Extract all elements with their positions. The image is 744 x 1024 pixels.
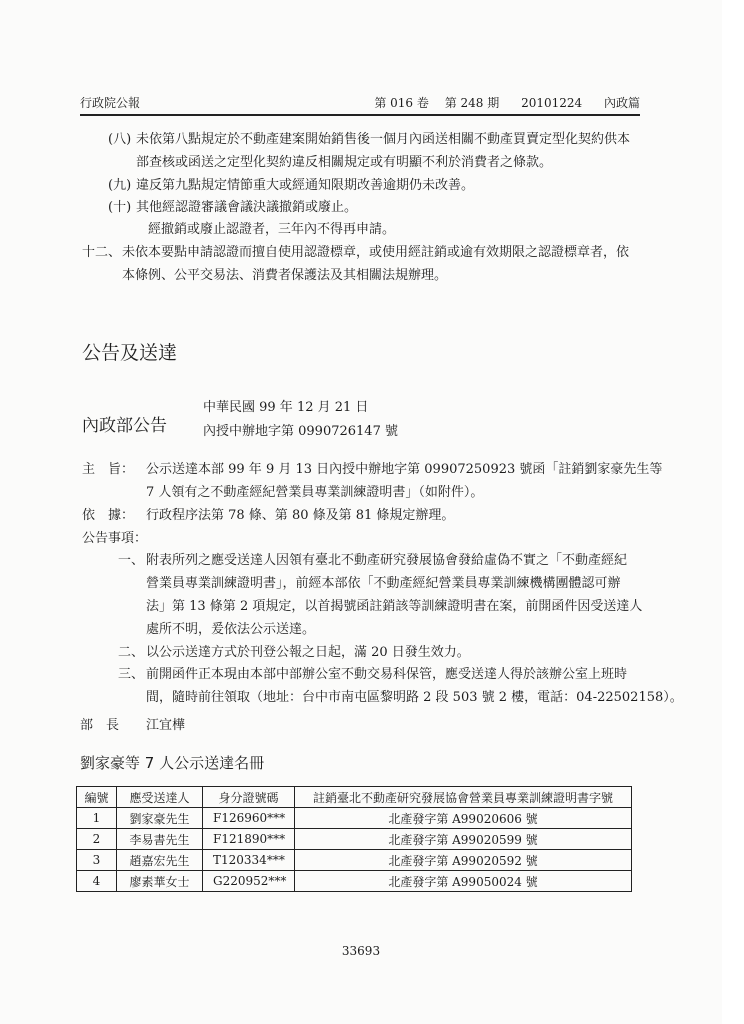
id-number: G220952*** <box>203 871 295 892</box>
certificate-number: 北產發字第 A99050024 號 <box>295 871 632 892</box>
subject-text: 7 人領有之不動產經紀營業員專業訓練證明書」（如附件）。 <box>146 485 484 500</box>
column-header: 應受送達人 <box>117 787 203 808</box>
row-number: 1 <box>77 808 117 829</box>
table-row <box>77 871 632 892</box>
recipient-name: 廖素華女士 <box>117 871 203 892</box>
matter-label: 一、 <box>118 553 145 568</box>
recipient-name: 李易書先生 <box>117 829 203 850</box>
table-row <box>77 829 632 850</box>
item-text: 其他經認證審議會議決議撤銷或廢止。 <box>136 200 358 215</box>
notice-doc-number: 內授中辦地字第 0990726147 號 <box>203 424 398 439</box>
row-number: 4 <box>77 871 117 892</box>
roster-title: 劉家豪等 7 人公示送達名冊 <box>80 754 265 772</box>
basis-label: 依 據： <box>82 508 135 523</box>
matter-text: 附表所列之應受送達人因領有臺北不動產研究發展協會發給虛偽不實之「不動產經紀 <box>146 553 628 568</box>
id-number: F126960*** <box>203 808 295 829</box>
recipient-name: 趙嘉宏先生 <box>117 850 203 871</box>
header-meta <box>362 94 640 111</box>
matter-label: 三、 <box>118 667 145 682</box>
column-header: 註銷臺北不動產研究發展協會營業員專業訓練證明書字號 <box>295 787 632 808</box>
signatory-title: 部 長 <box>80 718 120 733</box>
header-rule <box>80 114 640 116</box>
matter-text: 以公示送達方式於刊登公報之日起，滿 20 日發生效力。 <box>146 645 470 660</box>
issue: 第 248 期 <box>444 96 500 110</box>
item-label: (八) <box>108 132 132 147</box>
table-header-row <box>77 787 632 808</box>
section-title: 公告及送達 <box>82 342 178 364</box>
item-label: 十二、 <box>82 245 122 260</box>
id-number: F121890*** <box>203 829 295 850</box>
volume: 第 016 卷 <box>374 96 429 110</box>
item-label: (十) <box>108 200 132 215</box>
signatory-name: 江宜樺 <box>146 718 186 733</box>
gazette-header <box>80 94 640 112</box>
page-number: 33693 <box>341 944 381 958</box>
item-label: (九) <box>108 178 132 193</box>
row-number: 3 <box>77 850 117 871</box>
basis-text: 行政程序法第 78 條、第 80 條及第 81 條規定辦理。 <box>146 508 455 523</box>
table-row <box>77 850 632 871</box>
item-text: 部查核或函送之定型化契約違反相關規定或有明顯不利於消費者之條款。 <box>136 155 553 170</box>
matters-label: 公告事項： <box>82 531 148 546</box>
matter-text: 營業員專業訓練證明書」，前經本部依「不動產經紀營業員專業訓練機構團體認可辦 <box>146 576 621 591</box>
matter-text: 前開函件正本現由本部中部辦公室不動交易科保管，應受送達人得於該辦公室上班時 <box>146 667 628 682</box>
item-text: 違反第九點規定情節重大或經通知限期改善逾期仍未改善。 <box>136 178 475 193</box>
subject-text: 公示送達本部 99 年 9 月 13 日內授中辦地字第 09907250923 號函「註銷劉家豪先生等 <box>146 462 663 477</box>
recipient-name: 劉家豪先生 <box>117 808 203 829</box>
notice-date: 中華民國 99 年 12 月 21 日 <box>203 400 369 415</box>
item-text: 本條例、公平交易法、消費者保護法及其相關法規辦理。 <box>122 268 448 283</box>
publication-name: 行政院公報 <box>80 96 141 110</box>
notice-title: 內政部公告 <box>82 416 167 436</box>
item-text: 未依第八點規定於不動產建案開始銷售後一個月內函送相關不動產買賣定型化契約供本 <box>136 132 631 147</box>
column-header: 身分證號碼 <box>203 787 295 808</box>
certificate-number: 北產發字第 A99020592 號 <box>295 850 632 871</box>
row-number: 2 <box>77 829 117 850</box>
revocation-note: 經撤銷或廢止認證者，三年內不得再申請。 <box>148 222 396 237</box>
item-text: 未依本要點申請認證而擅自使用認證標章，或使用經註銷或逾有效期限之認證標章者，依 <box>122 245 630 260</box>
subject-label: 主 旨： <box>82 462 135 477</box>
section-name: 內政篇 <box>603 96 640 110</box>
column-header: 編號 <box>77 787 117 808</box>
issue-date: 20101224 <box>521 96 583 110</box>
page-edge <box>722 0 744 1024</box>
table-row <box>77 808 632 829</box>
matter-text: 處所不明，爰依法公示送達。 <box>146 622 316 637</box>
matter-text: 法」第 13 條第 2 項規定，以首揭號函註銷該等訓練證明書在案，前開函件因受送達人 <box>146 599 643 614</box>
certificate-number: 北產發字第 A99020606 號 <box>295 808 632 829</box>
certificate-number: 北產發字第 A99020599 號 <box>295 829 632 850</box>
matter-label: 二、 <box>118 645 145 660</box>
roster-table <box>76 786 632 892</box>
id-number: T120334*** <box>203 850 295 871</box>
matter-text: 間，隨時前往領取（地址：台中市南屯區黎明路 2 段 503 號 2 樓，電話：04-22502158）。 <box>146 690 683 705</box>
